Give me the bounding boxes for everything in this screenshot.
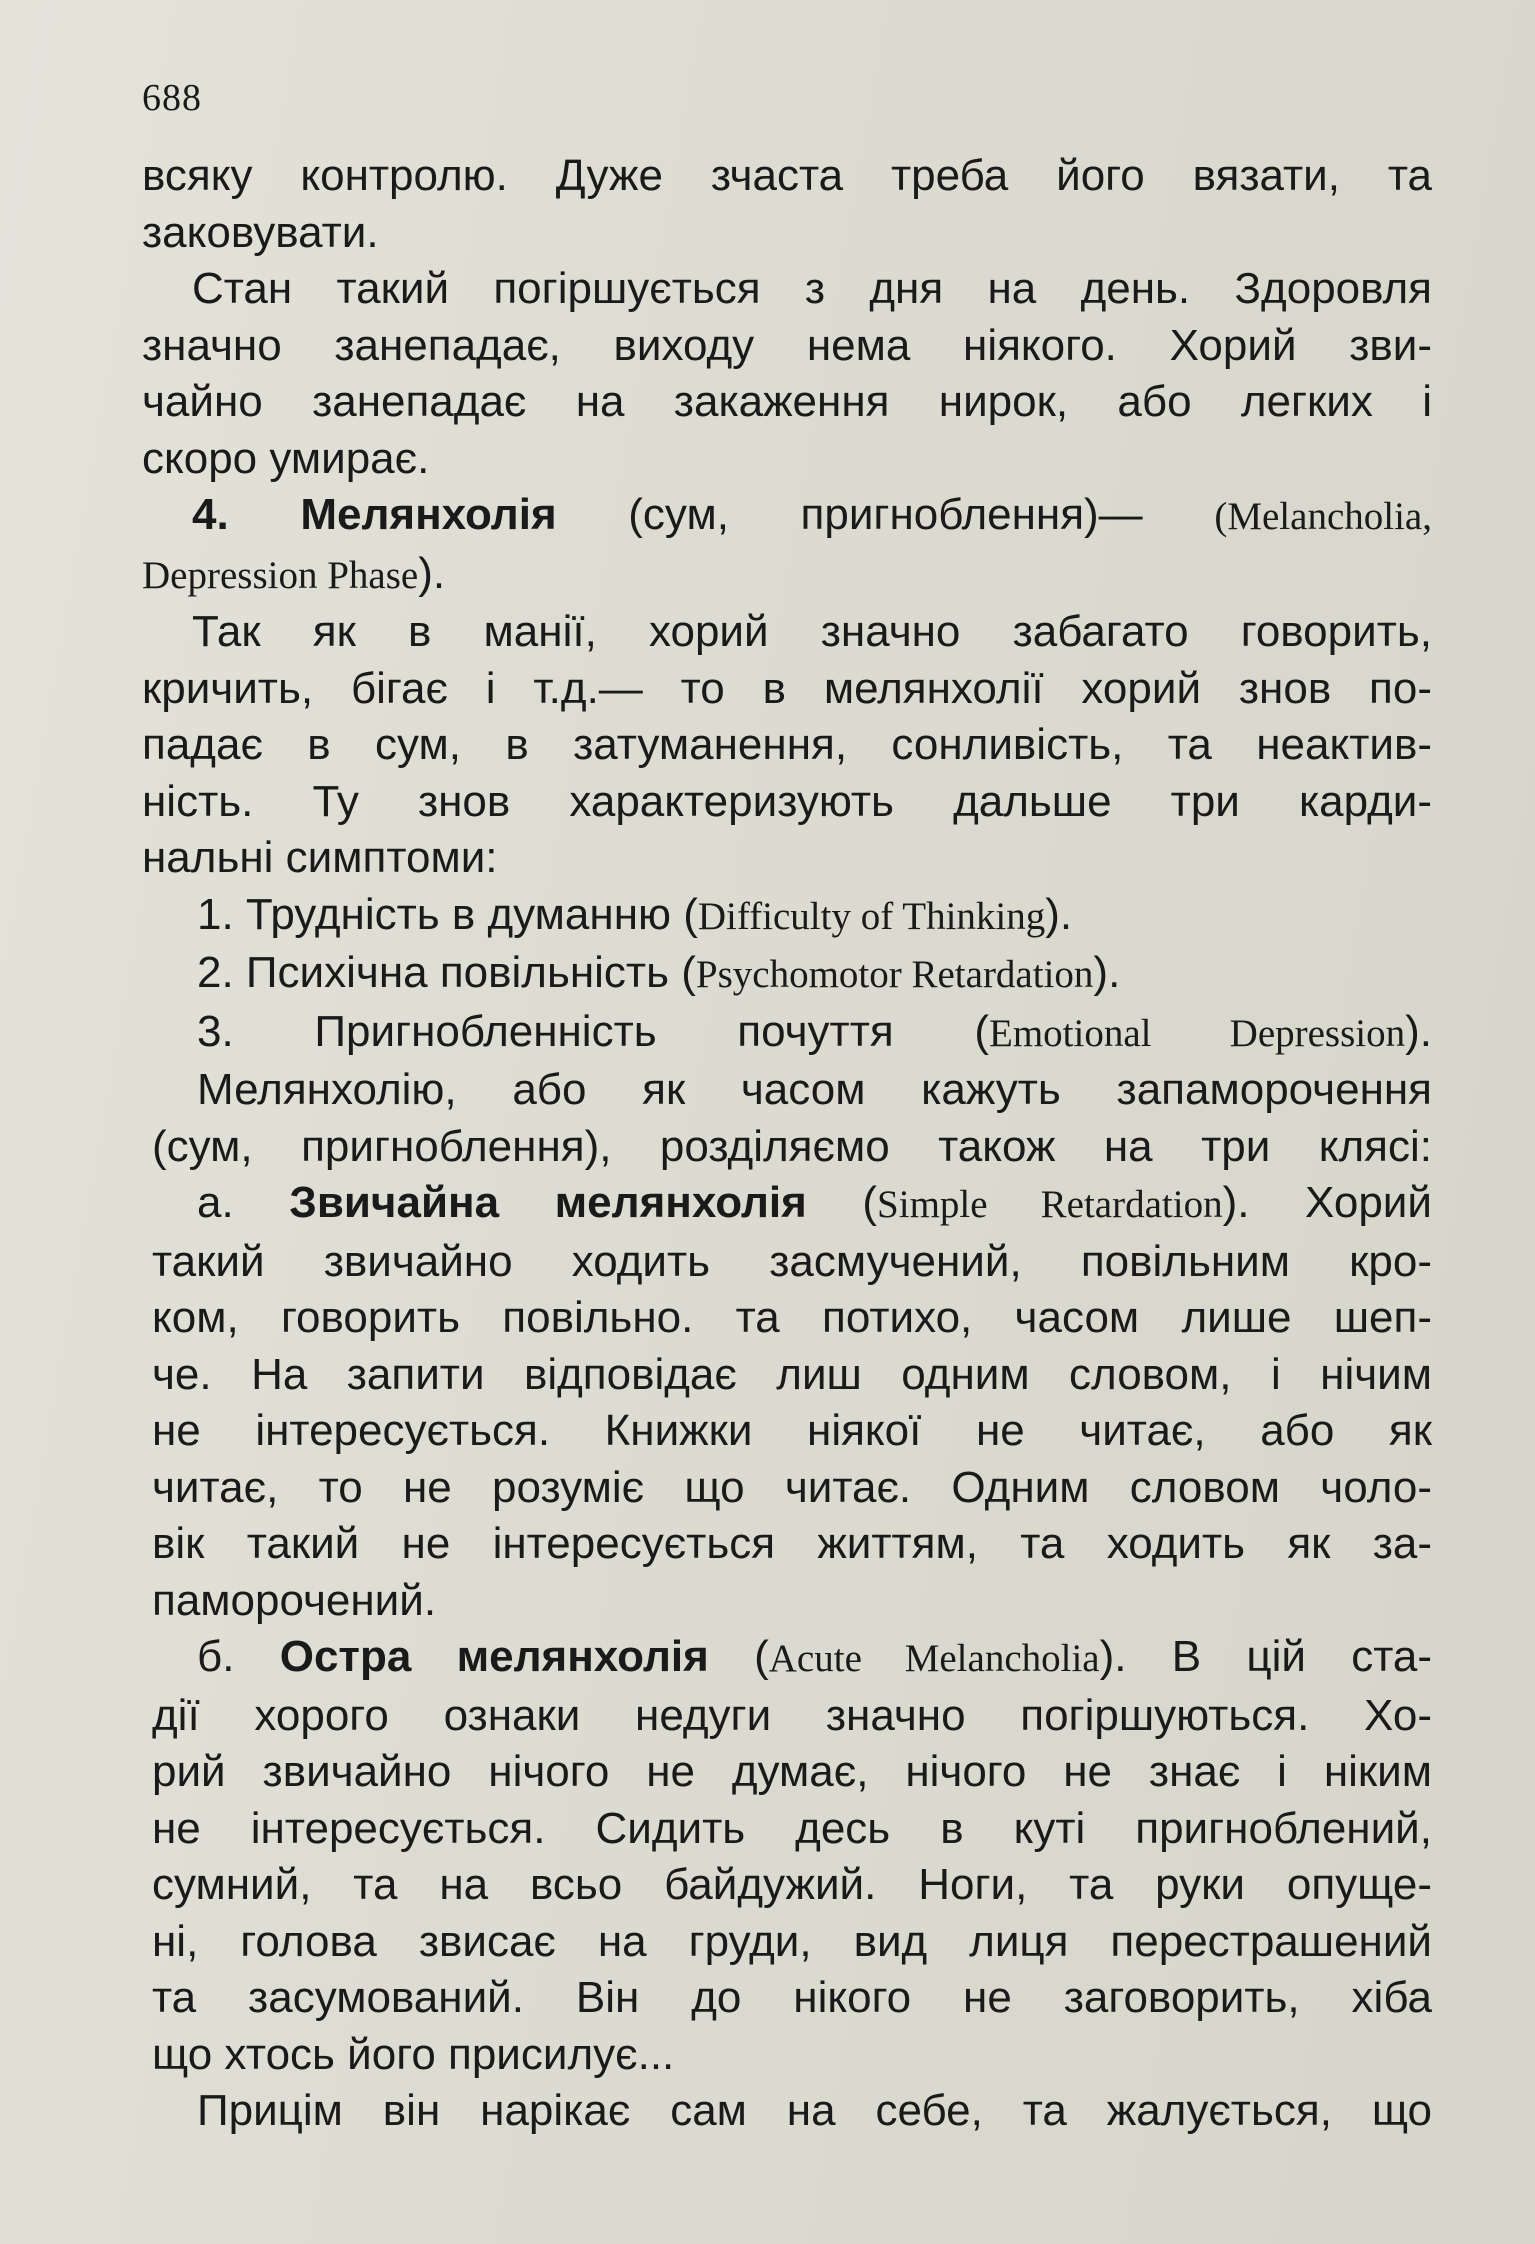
text-line: не інтересується. Сидить десь в куті пригноблений, [152,1803,1432,1853]
list-item-text: 2. Психічна повільність ( [197,948,696,997]
latin-term: Depression Phase [142,553,419,597]
subsection-heading: Остра мелянхолія [279,1632,709,1681]
latin-term: Psychomotor Retardation [695,953,1094,996]
latin-term: Difficulty of Thinking [697,894,1046,938]
latin-term: Emotional Depression [989,1011,1406,1055]
list-item [142,945,1432,1004]
section-heading-line [142,487,1432,546]
text-line: скоро умирає. [142,433,430,483]
list-item-text: 3. Пригнобленність почуття ( [197,1006,989,1056]
subsection-marker: а. [197,1178,290,1227]
text-line: Мелянхолію, або як часом кажуть запаморочення [197,1065,1432,1114]
latin-term: (Melancholia, [1214,495,1432,538]
text-line: вік такий не інтересується життям, та ходить як за- [152,1519,1432,1568]
text-line [142,546,1432,605]
text-line: (сум, пригноблення), розділяємо також на три клясі: [152,1121,1432,1171]
list-item-text: 1. Трудність в думанню ( [197,889,698,939]
text-line: че. На запити відповідає лиш одним словом, і нічим [152,1349,1432,1399]
subsection-marker: б. [197,1632,280,1681]
punctuation: ). [1045,889,1073,939]
text-line: заковувати. [142,207,379,257]
page-body [142,148,1432,2140]
list-item [142,887,1432,946]
subsection-heading: Звичайна мелянхолія [289,1178,807,1227]
text-line: рий звичайно нічого не думає, нічого не знає і ніким [152,1747,1432,1796]
heading-gloss: (сум, пригноблення)— [556,490,1143,539]
subsection-line [142,1175,1432,1234]
text-line: всяку контролю. Дуже зчаста треба його вязати, та [142,151,1432,200]
text-line: та засумований. Він до нікого не заговорить, хіба [152,1973,1432,2022]
page-number: 688 [142,77,202,119]
text-line: значно занепадає, виходу нема ніякого. Хорий зви- [142,320,1432,370]
text-line: Так як в манії, хорий значно забагато говорить, [192,607,1432,656]
section-heading: 4. Мелянхолія [192,490,557,539]
text-line: що хтось його присилує... [152,2029,675,2079]
text-line: читає, то не розуміє що читає. Одним словом чоло- [152,1462,1432,1512]
punctuation: ( [708,1632,769,1681]
latin-term: Simple Retardation [877,1183,1223,1226]
punctuation: ). [1093,948,1121,997]
text-run: ). В цій ста- [1099,1632,1433,1681]
text-line: ність. Ту знов характеризують дальше три карди- [142,776,1432,826]
punctuation: ( [806,1178,878,1227]
text-line: сумний, та на всьо байдужий. Ноги, та руки опуще- [152,1860,1432,1909]
text-line: Прицім він нарікає сам на себе, та жалується, що [197,2086,1432,2135]
latin-term: Acute Melancholia [768,1637,1100,1680]
text-line: ком, говорить повільно. та потихо, часом лише шеп- [152,1293,1432,1342]
punctuation: ). [418,548,446,598]
text-line: дії хорого ознаки недуги значно погіршуються. Хо- [152,1690,1432,1740]
text-line: Стан такий погіршується з дня на день. Здоровля [192,264,1432,313]
text-line: падає в сум, в затуманення, сонливість, та неактив- [142,720,1432,769]
text-line: ні, голова звисає на груди, вид лиця перестрашений [152,1916,1432,1966]
text-line: чайно занепадає на закаження нирок, або легких і [142,377,1432,426]
text-line: паморочений. [152,1575,437,1625]
text-line: не інтересується. Книжки ніякої не читає, або як [152,1406,1432,1455]
subsection-line [142,1629,1432,1688]
text-line: кричить, бігає і т.д.— то в мелянхолії хорий знов по- [142,663,1432,713]
text-line: нальні симптоми: [142,833,498,882]
punctuation: ). [1405,1006,1433,1056]
text-line: такий звичайно ходить засмучений, повільним кро- [152,1236,1432,1286]
text-run: ). Хорий [1222,1178,1432,1227]
list-item [142,1004,1432,1063]
